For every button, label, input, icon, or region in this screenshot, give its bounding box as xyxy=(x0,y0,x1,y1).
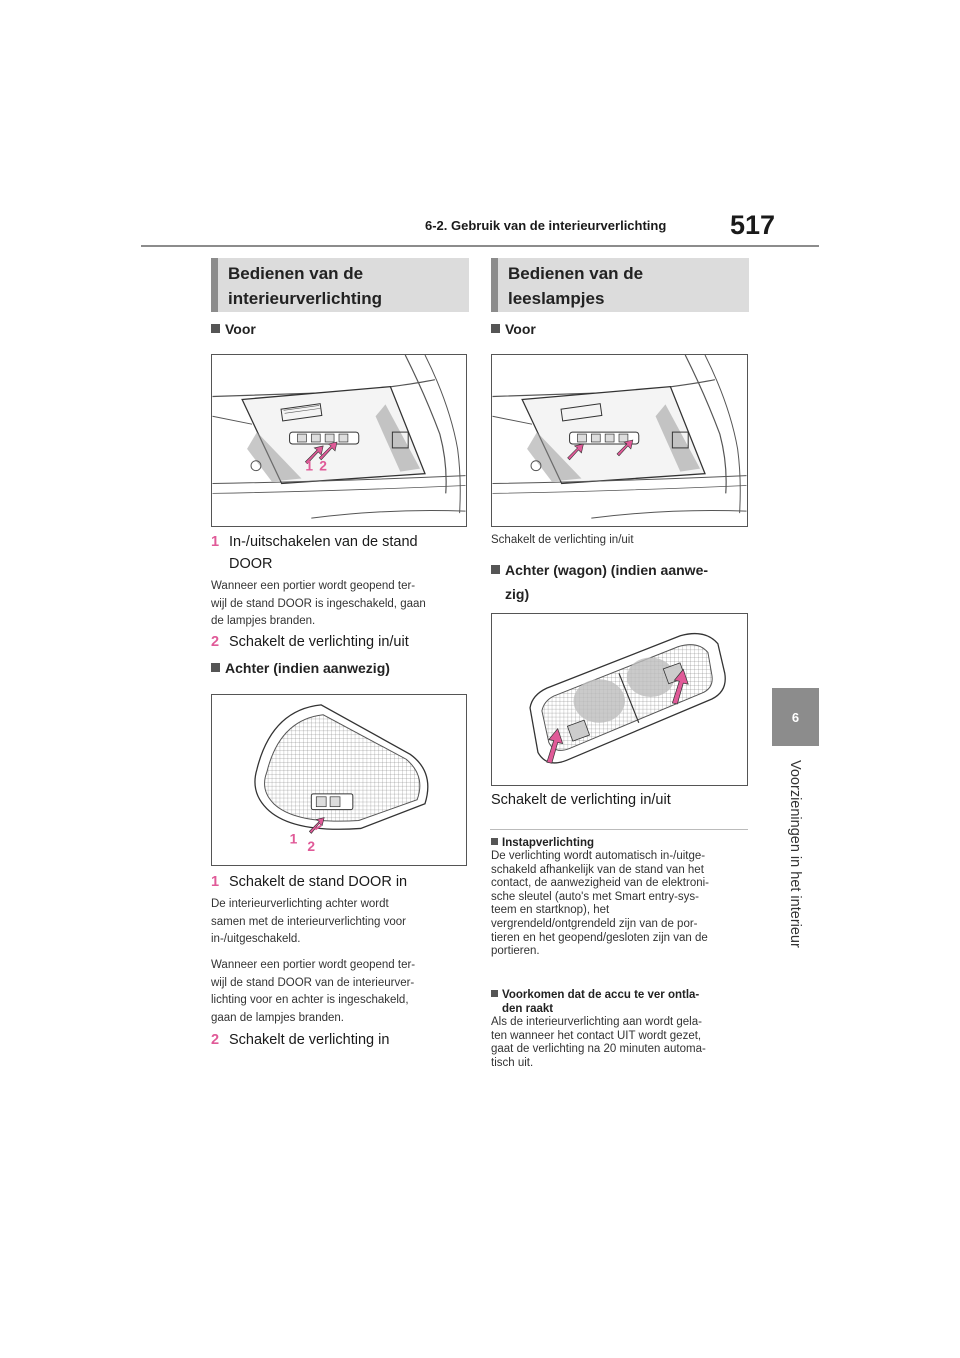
note-title-line2: den raakt xyxy=(502,1003,554,1015)
square-bullet-icon xyxy=(491,324,500,333)
rear-note-2: Wanneer een portier wordt geopend ter- wijl de stand DOOR van de interieurver- lichting voor en achter is ingeschakeld, gaan de lampjes branden. xyxy=(211,959,416,1024)
figure-rear-interior-light xyxy=(211,694,467,866)
subheading-front: Voor xyxy=(211,321,256,337)
rear-note-1: De interieurverlichting achter wordt samen met de interieurverlichting voor in-/uitgeschakeld. xyxy=(211,898,406,945)
figure-front-reading-lights xyxy=(491,354,748,527)
figure-front-interior-light xyxy=(211,354,467,527)
front-reading-caption: Schakelt de verlichting in/uit xyxy=(491,534,634,546)
section-heading-line2: interieurverlichting xyxy=(228,289,382,308)
note-title: Instapverlichting xyxy=(491,836,753,850)
section-heading-line2: leeslampjes xyxy=(508,289,605,308)
section-heading-line1: Bedienen van de xyxy=(228,264,364,283)
note-body: De verlichting wordt automatisch in-/uitge- schakeld afhankelijk van de stand van het contact, de aanwezigheid van de elektroni- sche sleutel (auto's met Smart entry-sys- teem en startknop), het vergrendeld/ontgrendeld zijn van de por- tieren en het geopend/gesloten zijn van de portieren. xyxy=(491,850,710,958)
square-bullet-icon xyxy=(491,838,498,845)
rear-wagon-reading-light-illustration xyxy=(492,614,747,785)
step-2-rear: 2 Schakelt de verlichting in xyxy=(211,1032,390,1048)
subheading-rear-wagon: Achter (wagon) (indien aanwe- zig) xyxy=(491,558,753,606)
running-header-title: 6-2. Gebruik van de interieurverlichting xyxy=(425,218,667,233)
step-1-rear: 1 Schakelt de stand DOOR in xyxy=(211,874,408,890)
note-body: Als de interieurverlichting aan wordt gela- ten wanneer het contact UIT wordt gezet, gaat de verlichting na 20 minuten automa- tisch uit. xyxy=(491,1016,706,1069)
chapter-tab-number: 6 xyxy=(772,688,819,746)
notes-divider xyxy=(490,829,748,830)
step-2-front: 2 Schakelt de verlichting in/uit xyxy=(211,634,409,650)
figure-rear-wagon-reading-light xyxy=(491,613,748,786)
section-heading-line1: Bedienen van de xyxy=(508,264,644,283)
subheading-rear: Achter (indien aanwezig) xyxy=(211,660,390,676)
square-bullet-icon xyxy=(211,324,220,333)
page-number: 517 xyxy=(730,210,776,240)
callout-2: 2 xyxy=(307,838,316,855)
header-rule xyxy=(141,245,819,247)
note-entry-lighting xyxy=(491,836,753,959)
callout-1: 1 xyxy=(289,830,298,847)
section-heading-reading-lights xyxy=(491,258,749,312)
rear-interior-light-illustration xyxy=(212,695,466,865)
square-bullet-icon xyxy=(491,990,498,997)
callout-1: 1 xyxy=(305,457,314,474)
note-battery-discharge xyxy=(491,988,753,1070)
section-heading-interior-lighting xyxy=(211,258,469,312)
front-step1-note: Wanneer een portier wordt geopend ter- wijl de stand DOOR is ingeschakeld, gaan de lampjes branden. xyxy=(211,580,426,627)
step-1-front: 1 In-/uitschakelen van de stand DOOR xyxy=(211,534,418,572)
callout-2: 2 xyxy=(319,457,327,474)
subheading-front-reading: Voor xyxy=(491,321,536,337)
square-bullet-icon xyxy=(211,663,220,672)
note-title: Voorkomen dat de accu te ver ontla- xyxy=(491,988,753,1002)
square-bullet-icon xyxy=(491,565,500,574)
chapter-side-title: Voorzieningen in het interieur xyxy=(787,760,803,948)
front-interior-light-illustration xyxy=(212,355,466,526)
rear-wagon-caption: Schakelt de verlichting in/uit xyxy=(491,792,671,808)
front-reading-lights-illustration xyxy=(492,355,747,526)
